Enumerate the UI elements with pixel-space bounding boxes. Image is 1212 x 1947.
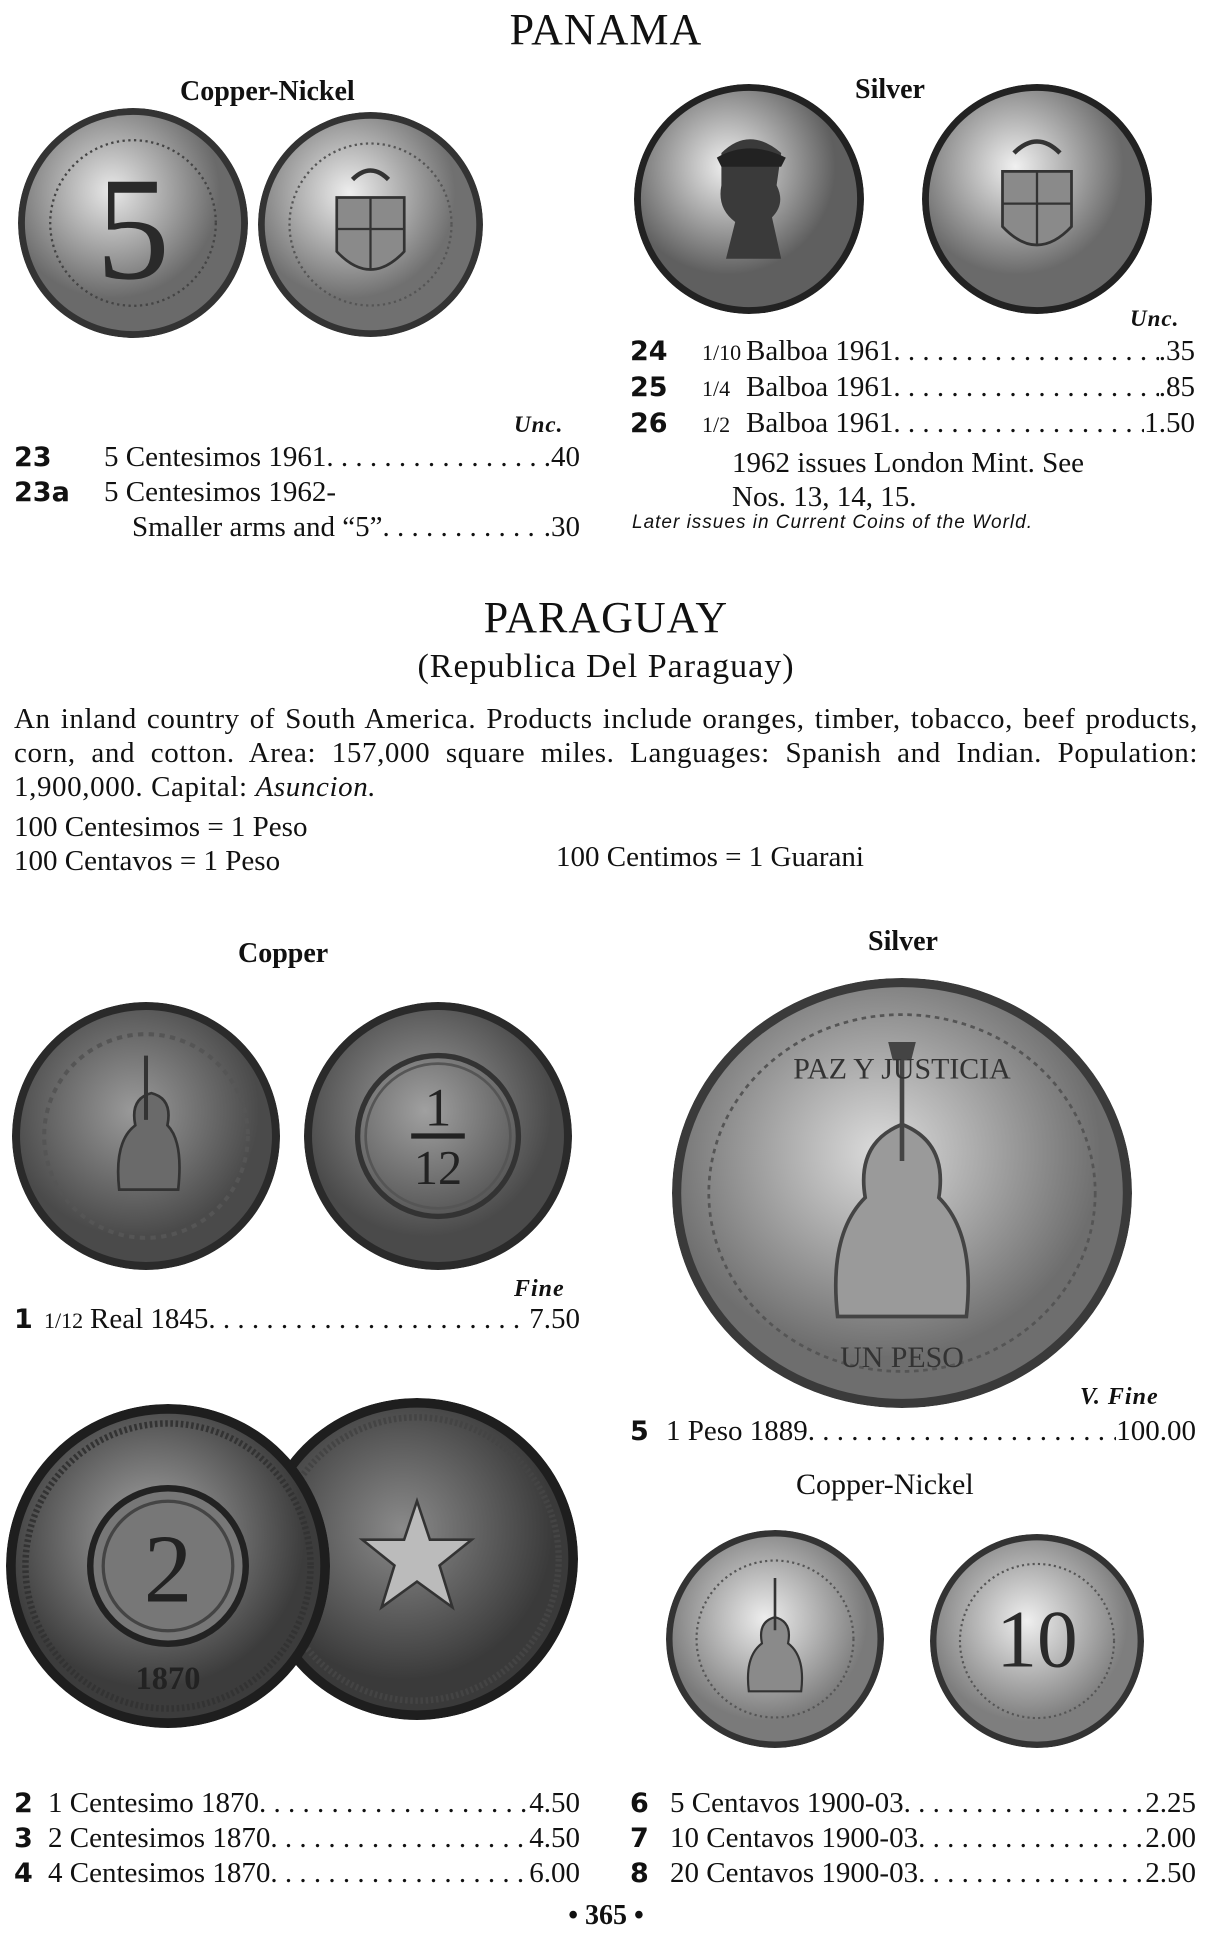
intro-text: An inland country of South America. Products include oranges, timber, tobacco, beef products, corn, and cotton. Area: 157,000 square miles. Languages: Spanish and Indian. Population: 1,900,000. Capital: bbox=[14, 703, 1198, 803]
catalog-entry-4 bbox=[14, 1856, 580, 1891]
coin-2-year: 1870 bbox=[135, 1661, 201, 1698]
denomination-fraction: 1/4 bbox=[702, 376, 731, 401]
catalog-entry-24 bbox=[630, 334, 1195, 370]
coin-image-paraguay-10-centavos-reverse bbox=[930, 1534, 1144, 1748]
catalog-entry-8 bbox=[630, 1856, 1196, 1891]
coin-price: 2.00 bbox=[1145, 1822, 1196, 1854]
catalog-entry-23 bbox=[14, 440, 580, 475]
coin-5-digit: 5 bbox=[96, 147, 170, 311]
leader-dots bbox=[893, 406, 1144, 440]
coin-description: Real 1845 bbox=[90, 1303, 209, 1335]
coin-10-digit: 10 bbox=[996, 1594, 1078, 1685]
catalog-number: 2 bbox=[14, 1788, 33, 1819]
catalog-number: 24 bbox=[630, 336, 668, 367]
coin-price: .35 bbox=[1158, 335, 1195, 367]
catalog-entry-2 bbox=[14, 1786, 580, 1821]
coin-price: 4.50 bbox=[529, 1822, 580, 1854]
catalog-entry-23a-cont bbox=[14, 510, 580, 544]
coin-description: 20 Centavos 1900-03 bbox=[670, 1857, 919, 1889]
coin-image-paraguay-centavos-obverse bbox=[666, 1530, 884, 1748]
denomination-fraction: 1/2 bbox=[702, 412, 731, 437]
catalog-number: 23a bbox=[14, 477, 70, 508]
coin-image-panama-5-centesimos-obverse bbox=[18, 108, 248, 338]
paraguay-subtitle: (Republica Del Paraguay) bbox=[417, 648, 795, 685]
coin-2-digit: 2 bbox=[143, 1515, 193, 1624]
coin-image-paraguay-1-12-real-reverse bbox=[304, 1002, 572, 1270]
coin-legend-top: PAZ Y JUSTICIA bbox=[793, 1052, 1011, 1086]
panama-unc-label-right: Unc. bbox=[1130, 306, 1180, 331]
catalog-number: 25 bbox=[630, 372, 668, 403]
paraguay-units-2: 100 Centavos = 1 Peso bbox=[14, 845, 281, 877]
leader-dots bbox=[918, 1821, 1145, 1855]
leader-dots bbox=[904, 1786, 1146, 1820]
coin-description: 10 Centavos 1900-03 bbox=[670, 1822, 919, 1854]
coin-price: 2.25 bbox=[1145, 1787, 1196, 1819]
leader-dots bbox=[893, 370, 1158, 404]
leader-dots bbox=[208, 1302, 529, 1336]
paraguay-bottom-left-listing bbox=[14, 1786, 580, 1891]
panama-later-issues-note: Later issues in Current Coins of the World. bbox=[632, 512, 1033, 533]
catalog-entry-26 bbox=[630, 406, 1195, 442]
panama-silver-heading: Silver bbox=[855, 74, 925, 105]
catalog-number: 3 bbox=[14, 1823, 33, 1854]
coin-image-paraguay-2-centesimos-obverse bbox=[6, 1404, 330, 1728]
panama-note-line-1: 1962 issues London Mint. See bbox=[732, 447, 1085, 479]
catalog-number: 26 bbox=[630, 408, 668, 439]
catalog-entry-25 bbox=[630, 370, 1195, 406]
coin-description: 1 Centesimo 1870 bbox=[48, 1787, 260, 1819]
coin-description: 5 Centesimos 1962- bbox=[104, 476, 336, 508]
leader-dots bbox=[270, 1821, 529, 1855]
panama-left-listing bbox=[14, 440, 580, 544]
paraguay-intro bbox=[14, 702, 1198, 804]
catalog-number: 4 bbox=[14, 1858, 33, 1889]
coin-fraction-numerator: 1 bbox=[424, 1077, 452, 1138]
coin-description: Smaller arms and “5” bbox=[132, 511, 383, 543]
paraguay-units-1: 100 Centesimos = 1 Peso bbox=[14, 811, 308, 843]
coin-description: Balboa 1961 bbox=[746, 371, 894, 403]
paraguay-units-3: 100 Centimos = 1 Guarani bbox=[556, 841, 864, 873]
coin-image-panama-balboa-obverse bbox=[634, 84, 864, 314]
denomination-fraction: 1/10 bbox=[702, 340, 742, 365]
catalog-number: 8 bbox=[630, 1858, 649, 1889]
leader-dots bbox=[326, 440, 543, 474]
coin-price: .40 bbox=[543, 441, 580, 473]
leader-dots bbox=[808, 1414, 1116, 1448]
paraguay-vfine-label: V. Fine bbox=[1080, 1384, 1159, 1410]
coin-description: Balboa 1961 bbox=[746, 407, 894, 439]
coin-price: 1.50 bbox=[1144, 407, 1195, 439]
coin-price: 2.50 bbox=[1145, 1857, 1196, 1889]
leader-dots bbox=[259, 1786, 529, 1820]
coin-price: .85 bbox=[1158, 371, 1195, 403]
coin-image-paraguay-1-peso-1889 bbox=[672, 978, 1132, 1408]
coin-price: 7.50 bbox=[529, 1303, 580, 1335]
leader-dots bbox=[382, 510, 543, 544]
leader-dots bbox=[893, 334, 1158, 368]
panama-title: PANAMA bbox=[509, 5, 703, 54]
coin-fraction-denominator: 12 bbox=[413, 1142, 463, 1196]
coin-description: 1 Peso 1889 bbox=[666, 1415, 808, 1447]
catalog-entry-3 bbox=[14, 1821, 580, 1856]
coin-description: Balboa 1961 bbox=[746, 335, 894, 367]
panama-unc-label-left: Unc. bbox=[514, 412, 564, 437]
paraguay-entry-5-listing bbox=[630, 1414, 1196, 1449]
catalog-number: 7 bbox=[630, 1823, 649, 1854]
leader-dots bbox=[270, 1856, 529, 1890]
catalog-number: 6 bbox=[630, 1788, 649, 1819]
coin-legend-bottom: UN PESO bbox=[840, 1340, 964, 1374]
catalog-entry-1 bbox=[14, 1302, 580, 1338]
coin-image-panama-balboa-reverse bbox=[922, 84, 1152, 314]
paraguay-title: PARAGUAY bbox=[483, 593, 729, 642]
coin-description: 5 Centavos 1900-03 bbox=[670, 1787, 904, 1819]
panama-copper-nickel-heading: Copper-Nickel bbox=[180, 76, 355, 107]
paraguay-silver-heading: Silver bbox=[868, 926, 938, 957]
capital-name: Asuncion. bbox=[255, 771, 377, 803]
catalog-entry-5 bbox=[630, 1414, 1196, 1449]
paraguay-entry-1-listing bbox=[14, 1302, 580, 1338]
page-number: • 365 • bbox=[568, 1900, 644, 1931]
denomination-fraction: 1/12 bbox=[44, 1308, 84, 1333]
coin-price: 100.00 bbox=[1116, 1415, 1196, 1447]
coin-description: 2 Centesimos 1870 bbox=[48, 1822, 271, 1854]
coin-image-panama-5-centesimos-reverse bbox=[258, 112, 483, 337]
catalog-number: 23 bbox=[14, 442, 52, 473]
panama-note-line-2: Nos. 13, 14, 15. bbox=[732, 481, 917, 513]
panama-right-listing bbox=[630, 334, 1195, 514]
coin-description: 4 Centesimos 1870 bbox=[48, 1857, 271, 1889]
coin-price: .30 bbox=[543, 511, 580, 543]
catalog-entry-7 bbox=[630, 1821, 1196, 1856]
coin-price: 6.00 bbox=[529, 1857, 580, 1889]
catalog-number: 5 bbox=[630, 1416, 649, 1447]
paraguay-fine-label: Fine bbox=[514, 1276, 565, 1302]
paraguay-copper-nickel-heading: Copper-Nickel bbox=[796, 1468, 974, 1501]
leader-dots bbox=[918, 1856, 1145, 1890]
coin-image-paraguay-1-12-real-obverse bbox=[12, 1002, 280, 1270]
paraguay-copper-heading: Copper bbox=[238, 938, 329, 969]
paraguay-bottom-right-listing bbox=[630, 1786, 1196, 1891]
catalog-entry-23a bbox=[14, 475, 580, 510]
coin-price: 4.50 bbox=[529, 1787, 580, 1819]
coin-description: 5 Centesimos 1961 bbox=[104, 441, 327, 473]
catalog-entry-6 bbox=[630, 1786, 1196, 1821]
catalog-number: 1 bbox=[14, 1304, 33, 1335]
